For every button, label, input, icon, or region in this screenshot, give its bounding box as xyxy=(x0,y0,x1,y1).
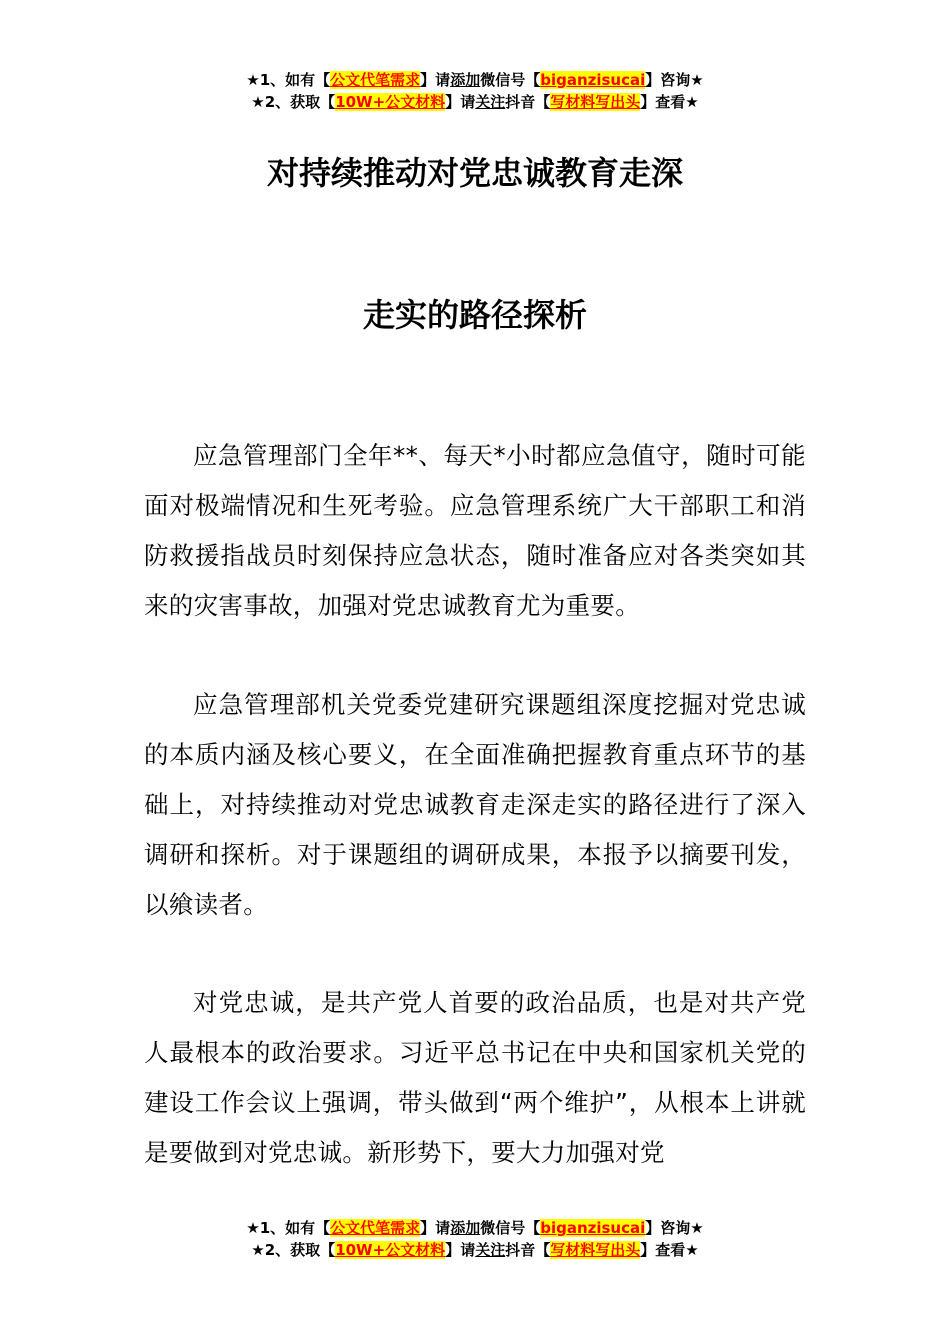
promo-text: ★1、如有【 xyxy=(246,71,331,89)
promo-text: ★2、获取【 xyxy=(251,1241,336,1259)
promo-text: 】请 xyxy=(420,71,451,89)
promo-line-1 xyxy=(0,69,950,91)
promo-text: 】咨询★ xyxy=(645,71,704,89)
promo-line-2 xyxy=(0,1239,950,1261)
promo-text: 】请 xyxy=(445,93,476,111)
promo-text: 抖音【 xyxy=(505,1241,551,1259)
body-paragraph xyxy=(144,431,806,631)
paragraph-text: 应急管理部门全年**、每天*小时都应急值守，随时可能面对极端情况和生死考验。应急管理系统广大干部职工和消防救援指战员时刻保持应急状态，随时准备应对各类突如其来的灾害事故，加强对党忠诚教育尤为重要。 xyxy=(144,441,806,620)
promo-text: ★1、如有【 xyxy=(246,1219,331,1237)
promo-highlight: 写材料写出头 xyxy=(550,93,641,111)
paragraph-text: 应急管理部机关党委党建研究课题组深度挖掘对党忠诚的本质内涵及核心要义，在全面准确把握教育重点环节的基础上，对持续推动对党忠诚教育走深走实的路径进行了深入调研和探析。对于课题组的调研成果，本报予以摘要刊发，以飨读者。 xyxy=(144,690,806,919)
promo-text: 】请 xyxy=(445,1241,476,1259)
promo-highlight: biganzisucai xyxy=(540,1219,646,1237)
promo-line-2 xyxy=(0,91,950,113)
footer-promo xyxy=(0,1217,950,1261)
promo-text: 】咨询★ xyxy=(645,1219,704,1237)
promo-emphasis: 添加 xyxy=(450,1219,481,1237)
promo-highlight: 10W+公文材料 xyxy=(335,1241,446,1259)
paragraph-text: 对党忠诚，是共产党人首要的政治品质，也是对共产党人最根本的政治要求。习近平总书记在中央和国家机关党的建设工作会议上强调，带头做到“两个维护”，从根本上讲就是要做到对党忠诚。新形势下，要大力加强对党 xyxy=(144,988,806,1167)
promo-text: 抖音【 xyxy=(505,93,551,111)
promo-emphasis: 关注 xyxy=(475,1241,506,1259)
promo-text: 微信号【 xyxy=(480,1219,541,1237)
header-promo xyxy=(0,69,950,113)
promo-highlight: 10W+公文材料 xyxy=(335,93,446,111)
promo-line-1 xyxy=(0,1217,950,1239)
promo-emphasis: 关注 xyxy=(475,93,506,111)
promo-text: ★2、获取【 xyxy=(251,93,336,111)
promo-text: 微信号【 xyxy=(480,71,541,89)
promo-highlight: biganzisucai xyxy=(540,71,646,89)
body-paragraph xyxy=(144,978,806,1178)
promo-text: 】查看★ xyxy=(640,93,699,111)
promo-text: 】请 xyxy=(420,1219,451,1237)
promo-highlight: 公文代笔需求 xyxy=(330,1219,421,1237)
body-paragraph xyxy=(144,680,806,930)
document-title-line-2: 走实的路径探析 xyxy=(362,296,587,334)
promo-emphasis: 添加 xyxy=(450,71,481,89)
promo-text: 】查看★ xyxy=(640,1241,699,1259)
document-title-line-1: 对持续推动对党忠诚教育走深 xyxy=(266,154,683,192)
promo-highlight: 公文代笔需求 xyxy=(330,71,421,89)
promo-highlight: 写材料写出头 xyxy=(550,1241,641,1259)
